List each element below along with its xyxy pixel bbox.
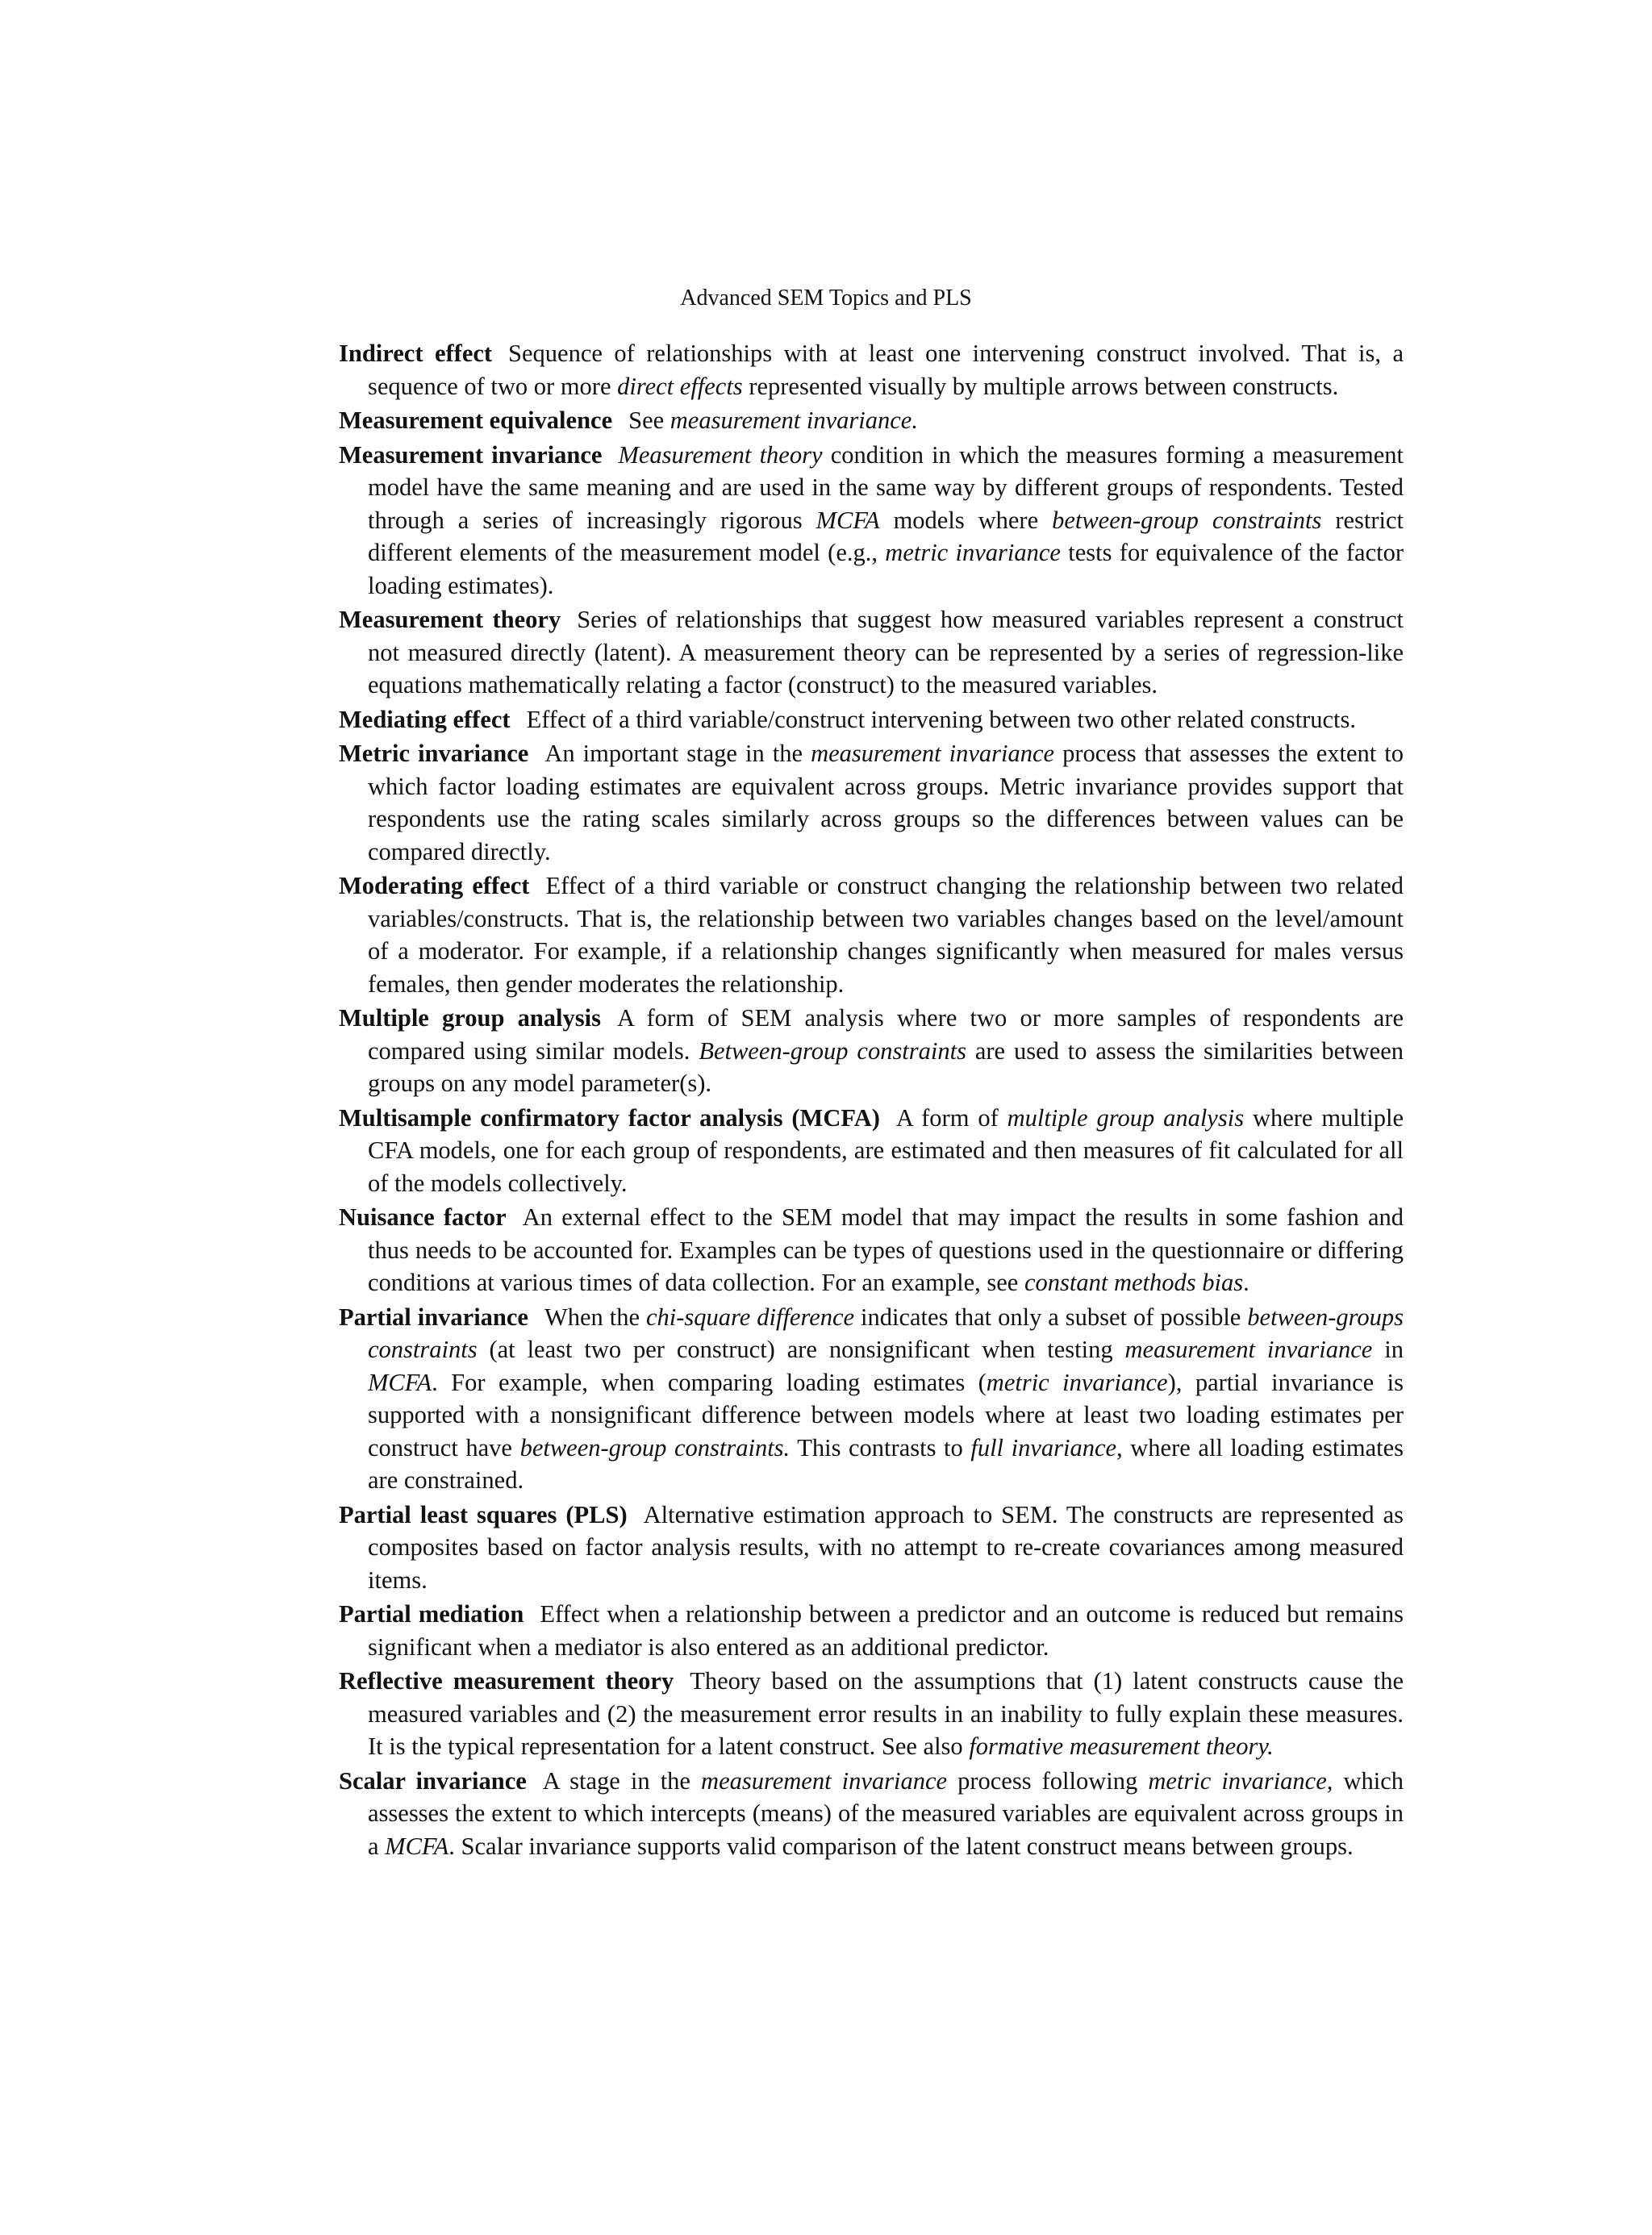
glossary-term: Reflective measurement theory	[339, 1667, 674, 1695]
italic-term-reference: constant methods bias	[1024, 1269, 1244, 1296]
definition-text: An external effect to the SEM model that may impact the results in some fashion and thus needs to be accounted for. Examples can be types of questions used in the questionnaire or differing conditions at various times of data collection. For an example, see	[368, 1203, 1404, 1296]
definition-text: Theory based on the assumptions that (1) latent constructs cause the measured variables and (2) the measurement error results in an inability to fully explain these measures. It is the typical representation for a latent construct. See also	[368, 1667, 1404, 1760]
glossary-entry	[339, 1201, 1404, 1299]
glossary-term: Partial least squares (PLS)	[339, 1500, 628, 1528]
definition-text: . Scalar invariance supports valid comparison of the latent construct means between groups.	[448, 1832, 1354, 1860]
glossary-entry	[339, 703, 1404, 736]
definition-text: models where	[879, 506, 1053, 534]
italic-term-reference: between-group constraints.	[519, 1433, 791, 1462]
definition-text: which assesses the extent to which intercepts (means) of the measured variables are equivalent across groups in a	[368, 1766, 1404, 1860]
italic-term-reference: Between-group constraints	[699, 1036, 966, 1065]
italic-term-reference: metric invariance,	[1148, 1766, 1333, 1795]
definition-text: tests for equivalence of the factor loading estimates).	[368, 539, 1404, 599]
italic-term-reference: between-groups constraints	[368, 1303, 1404, 1363]
italic-term-reference: measurement invariance	[701, 1766, 948, 1795]
definition-text: . For example, when comparing loading estimates (	[432, 1368, 987, 1396]
italic-term-reference: between-group constraints	[1052, 506, 1322, 534]
italic-term-reference: full invariance,	[970, 1433, 1123, 1462]
glossary-term: Nuisance factor	[339, 1203, 507, 1231]
definition-text: process following	[947, 1766, 1149, 1795]
definition-text: ), partial invariance is supported with a nonsignificant difference between models where at least two loading estimates per construct have	[368, 1368, 1404, 1462]
italic-term-reference: measurement invariance.	[670, 407, 918, 434]
definition-text: A form of	[895, 1103, 1007, 1132]
glossary-entry	[339, 1102, 1404, 1200]
glossary-entry	[339, 603, 1404, 702]
definition-text: where multiple CFA models, one for each group of respondents, are estimated and then measures of fit calculated for all of the models collectively.	[368, 1103, 1404, 1197]
definition-text: Alternative estimation approach to SEM. The constructs are represented as composites based on factor analysis results, with no attempt to re-create covariances among measured items.	[368, 1500, 1404, 1594]
italic-term-reference: metric invariance	[986, 1368, 1168, 1396]
definition-text: A form of SEM analysis where two or more samples of respondents are compared using similar models.	[368, 1004, 1404, 1065]
definition-text: restrict different elements of the measurement model (e.g.,	[368, 506, 1404, 566]
italic-term-reference: direct effects	[617, 372, 743, 400]
running-head: Advanced SEM Topics and PLS	[680, 286, 972, 311]
definition-text: A stage in the	[542, 1766, 702, 1795]
definition-text: This contrasts to	[790, 1433, 971, 1462]
definition-text: process that assesses the extent to which factor loading estimates are equivalent across groups. Metric invariance provides support that respondents use the rating scales similarly across groups so the differences between values can be compared directly.	[368, 740, 1404, 865]
glossary-term: Mediating effect	[339, 705, 511, 733]
glossary-entry	[339, 869, 1404, 1000]
italic-term-reference: multiple group analysis	[1007, 1103, 1245, 1132]
glossary-term: Partial mediation	[339, 1600, 524, 1628]
italic-term-reference: chi-square difference	[645, 1303, 855, 1331]
glossary-entry	[339, 1598, 1404, 1663]
glossary-term: Multiple group analysis	[339, 1004, 601, 1032]
glossary-entry	[339, 1499, 1404, 1597]
glossary-entry	[339, 404, 1404, 437]
glossary-term: Indirect effect	[339, 340, 493, 367]
definition-text: Effect when a relationship between a predictor and an outcome is reduced but remains significant when a mediator is also entered as an additional predictor.	[368, 1600, 1404, 1661]
definition-text: When the	[544, 1303, 646, 1331]
italic-term-reference: measurement invariance	[1124, 1336, 1373, 1363]
glossary-term: Measurement theory	[339, 606, 561, 633]
glossary-term: Scalar invariance	[339, 1766, 527, 1795]
glossary-entry	[339, 1301, 1404, 1497]
glossary-entry	[339, 737, 1404, 868]
glossary-term: Partial invariance	[339, 1303, 528, 1331]
definition-text: in	[1372, 1336, 1404, 1363]
definition-text: are used to assess the similarities between groups on any model parameter(s).	[368, 1036, 1404, 1097]
glossary-list	[339, 337, 1404, 1864]
glossary-entry	[339, 1765, 1404, 1863]
definition-text: See	[628, 407, 670, 434]
glossary-term: Measurement equivalence	[339, 407, 613, 434]
italic-term-reference: metric invariance	[885, 539, 1061, 566]
glossary-term: Multisample confirmatory factor analysis (MCFA)	[339, 1103, 880, 1132]
glossary-definition	[368, 1203, 1404, 1296]
definition-text: Effect of a third variable or construct changing the relationship between two related variables/constructs. That is, the relationship between two variables changes based on the level/amount of a moderator. For example, if a relationship changes significantly when measured for males versus females, then gender moderates the relationship.	[368, 872, 1404, 998]
glossary-definition	[368, 1303, 1404, 1495]
italic-term-reference: measurement invariance	[811, 740, 1055, 767]
italic-term-reference: MCFA	[816, 506, 880, 534]
glossary-entry	[339, 1002, 1404, 1100]
definition-text: Sequence of relationships with at least one intervening construct involved. That is, a sequence of two or more	[368, 340, 1404, 400]
glossary-term: Metric invariance	[339, 740, 529, 767]
glossary-term: Measurement invariance	[339, 440, 603, 469]
glossary-definition	[527, 706, 1356, 733]
definition-text: where all loading estimates are constrained.	[368, 1433, 1404, 1494]
italic-term-reference: Measurement theory	[618, 440, 823, 469]
definition-text: (at least two per construct) are nonsignificant when testing	[477, 1336, 1125, 1363]
italic-term-reference: formative measurement theory.	[969, 1733, 1274, 1760]
italic-term-reference: MCFA	[368, 1368, 432, 1396]
glossary-entry	[339, 439, 1404, 603]
glossary-definition	[368, 340, 1404, 400]
glossary-entry	[339, 1665, 1404, 1763]
definition-text: .	[1243, 1269, 1249, 1296]
glossary-term: Moderating effect	[339, 872, 530, 899]
definition-text: An important stage in the	[544, 740, 811, 767]
definition-text: represented visually by multiple arrows between constructs.	[742, 372, 1339, 400]
definition-text: condition in which the measures forming a measurement model have the same meaning and are used in the same way by different groups of respondents. Tested through a series of increasingly rigorous	[368, 440, 1404, 534]
italic-term-reference: MCFA	[385, 1832, 449, 1860]
glossary-definition	[628, 407, 918, 434]
definition-text: Effect of a third variable/construct intervening between two other related constructs.	[526, 705, 1356, 733]
definition-text: Series of relationships that suggest how measured variables represent a construct not measured directly (latent). A measurement theory can be represented by a series of regression-like equations mathematically relating a factor (construct) to the measured variables.	[368, 606, 1404, 698]
glossary-entry	[339, 337, 1404, 402]
definition-text: indicates that only a subset of possible	[854, 1303, 1248, 1331]
